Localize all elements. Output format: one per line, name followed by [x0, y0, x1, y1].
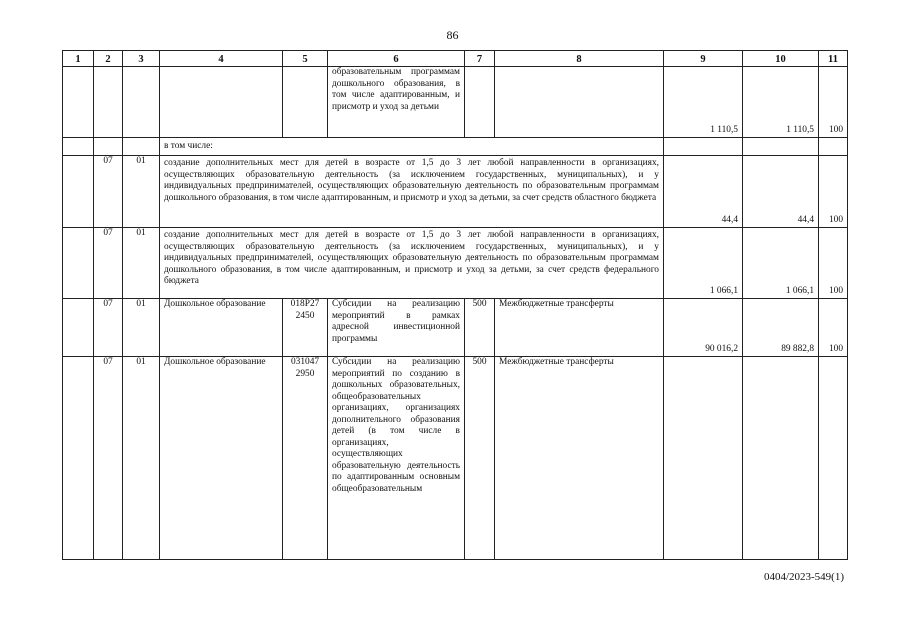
- planned-amount: 44,4: [664, 156, 743, 228]
- planned-amount: 1 066,1: [664, 228, 743, 299]
- subsection-code: 01: [123, 228, 160, 299]
- budget-table: [62, 50, 848, 560]
- table-row: [63, 67, 848, 138]
- header-cell: 5: [283, 51, 328, 67]
- percent: 100: [819, 67, 848, 138]
- subsection-code: 01: [123, 299, 160, 357]
- header-cell: 7: [465, 51, 495, 67]
- page-number: 86: [446, 28, 459, 42]
- document-code: 0404/2023-549(1): [763, 571, 844, 583]
- header-cell: 6: [328, 51, 465, 67]
- section-name: Дошкольное образование: [160, 357, 283, 560]
- table-row: [63, 357, 848, 560]
- row-description: создание дополнительных мест для детей в возрасте от 1,5 до 3 лет любой направленности в организациях, осуществляющих образовательную деятельность (за исключением государственных, муниципальных), и у индивидуальных предпринимателей, осуществляющих образовательную деятельность по образовательным программам дошкольного образования, в том числе адаптированным, и присмотр и уход за детьми, за счет средств областного бюджета: [160, 156, 664, 228]
- header-cell: 4: [160, 51, 283, 67]
- header-cell: 3: [123, 51, 160, 67]
- header-row: [63, 51, 848, 67]
- header-cell: 2: [94, 51, 123, 67]
- section-code: 07: [94, 228, 123, 299]
- header-cell: 11: [819, 51, 848, 67]
- table-row: [63, 138, 848, 156]
- planned-amount: 1 110,5: [664, 67, 743, 138]
- row-description: создание дополнительных мест для детей в возрасте от 1,5 до 3 лет любой направленности в организациях, осуществляющих образовательную деятельность (за исключением государственных, муниципальных), и у индивидуальных предпринимателей, осуществляющих образовательную деятельность по образовательным программам дошкольного образования, в том числе адаптированным, и присмотр и уход за детьми, за счет средств федерального бюджета: [160, 228, 664, 299]
- actual-amount: 44,4: [743, 156, 819, 228]
- header-cell: 10: [743, 51, 819, 67]
- header-cell: 8: [495, 51, 664, 67]
- table-row: [63, 156, 848, 228]
- section-code: 07: [94, 357, 123, 560]
- actual-amount: 1 110,5: [743, 67, 819, 138]
- expense-type-name: Межбюджетные трансферты: [495, 357, 664, 560]
- row-purpose: образовательным программам дошкольного образования, в том числе адаптированным, и присмотр и уход за детьми: [328, 67, 465, 138]
- expense-type-code: 500: [465, 357, 495, 560]
- expense-type-code: 500: [465, 299, 495, 357]
- table-row: [63, 228, 848, 299]
- row-purpose: Субсидии на реализацию мероприятий в рамках адресной инвестиционной программы: [328, 299, 465, 357]
- actual-amount: 1 066,1: [743, 228, 819, 299]
- target-article-code: 031047 2950: [283, 357, 328, 560]
- section-code: 07: [94, 156, 123, 228]
- header-cell: 1: [63, 51, 94, 67]
- subsection-code: 01: [123, 156, 160, 228]
- planned-amount: 90 016,2: [664, 299, 743, 357]
- percent: 100: [819, 156, 848, 228]
- subheading: в том числе:: [160, 138, 664, 156]
- target-article-code: 018Р27 2450: [283, 299, 328, 357]
- header-cell: 9: [664, 51, 743, 67]
- section-code: 07: [94, 299, 123, 357]
- row-purpose: Субсидии на реализацию мероприятий по созданию в дошкольных образовательных, общеобразовательных организациях, организациях дополнительного образования детей (в том числе в организациях, осуществляющих образовательную деятельность по адаптированным основным общеобразовательным: [328, 357, 465, 560]
- table-row: [63, 299, 848, 357]
- percent: 100: [819, 299, 848, 357]
- expense-type-name: Межбюджетные трансферты: [495, 299, 664, 357]
- actual-amount: 89 882,8: [743, 299, 819, 357]
- subsection-code: 01: [123, 357, 160, 560]
- percent: 100: [819, 228, 848, 299]
- section-name: Дошкольное образование: [160, 299, 283, 357]
